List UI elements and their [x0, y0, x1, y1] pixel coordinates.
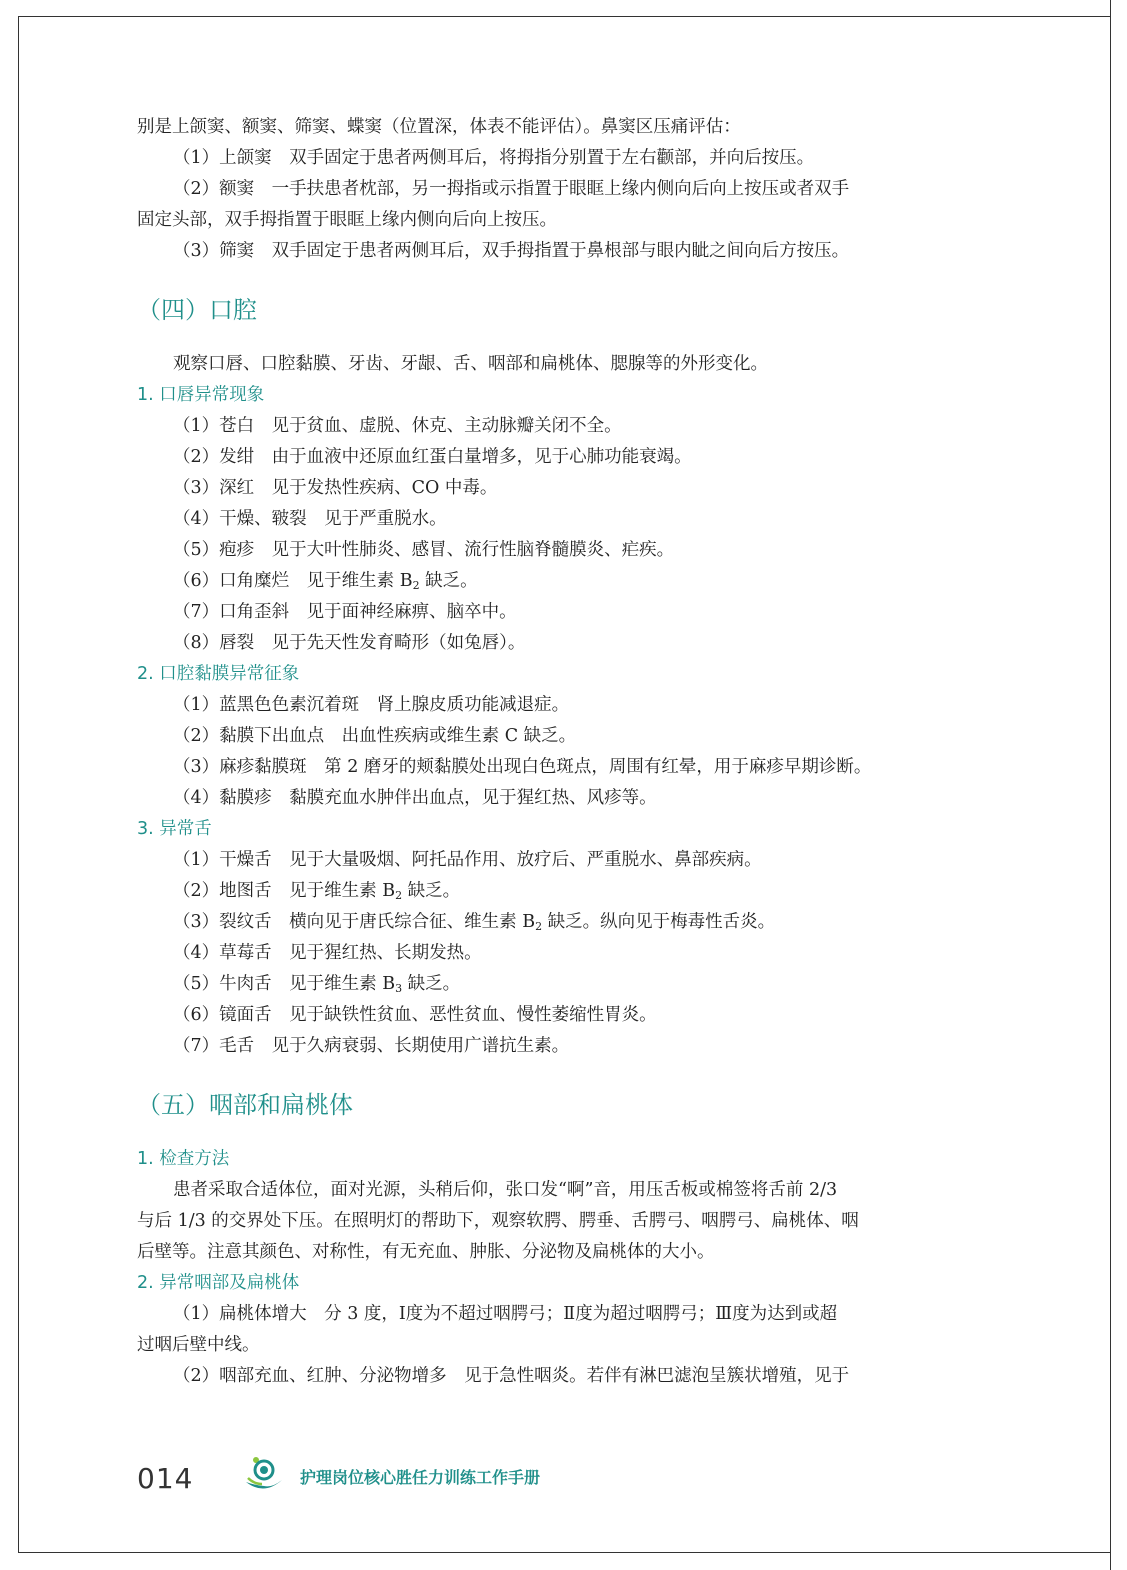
paragraph-line: 固定头部，双手拇指置于眼眶上缘内侧向后向上按压。 [137, 210, 557, 230]
paragraph-line: 别是上颌窦、额窦、筛窦、蝶窦（位置深，体表不能评估）。鼻窦区压痛评估： [137, 117, 741, 137]
list-item: （1）上颌窦 双手固定于患者两侧耳后，将拇指分别置于左右颧部，并向后按压。 [173, 148, 815, 168]
page-frame-right [1110, 0, 1111, 1570]
text: 缺乏。 [402, 974, 461, 994]
paragraph-line: 过咽后壁中线。 [137, 1335, 260, 1355]
page-frame-left [18, 16, 19, 1552]
list-item [137, 907, 987, 938]
subscript: 2 [395, 889, 403, 902]
list-item: （3）麻疹黏膜斑 第 2 磨牙的颊黏膜处出现白色斑点，周围有红晕，用于麻疹早期诊断。 [173, 757, 872, 777]
page-number: 014 [137, 1462, 194, 1495]
list-item: （1）蓝黑色色素沉着斑 肾上腺皮质功能减退症。 [173, 695, 570, 715]
section-heading: （五）咽部和扁桃体 [137, 1091, 353, 1119]
subsection-title: 2. 异常咽部及扁桃体 [137, 1273, 300, 1293]
text: 缺乏。 [419, 571, 478, 591]
list-item: （2）额窦 一手扶患者枕部，另一拇指或示指置于眼眶上缘内侧向后向上按压或者双手 [173, 179, 850, 199]
text: 缺乏。 [402, 881, 461, 901]
paragraph-line: 观察口唇、口腔黏膜、牙齿、牙龈、舌、咽部和扁桃体、腮腺等的外形变化。 [173, 354, 768, 374]
text: （3）裂纹舌 横向见于唐氏综合征、维生素 B [173, 912, 536, 932]
list-item: （1）扁桃体增大 分 3 度，Ⅰ度为不超过咽腭弓；Ⅱ度为超过咽腭弓；Ⅲ度为达到或超 [173, 1304, 838, 1324]
list-item: （6）镜面舌 见于缺铁性贫血、恶性贫血、慢性萎缩性胃炎。 [173, 1005, 657, 1025]
text: （6）口角糜烂 见于维生素 B [173, 571, 413, 591]
subscript: 3 [395, 982, 403, 995]
subscript: 2 [412, 579, 420, 592]
subscript: 2 [535, 920, 543, 933]
list-item: （4）干燥、皲裂 见于严重脱水。 [173, 509, 447, 529]
paragraph-line: 后壁等。注意其颜色、对称性，有无充血、肿胀、分泌物及扁桃体的大小。 [137, 1242, 715, 1262]
page-body [137, 112, 987, 1392]
nurse-logo-icon [242, 1452, 286, 1496]
list-item: （1）苍白 见于贫血、虚脱、休克、主动脉瓣关闭不全。 [173, 416, 622, 436]
list-item [137, 566, 987, 597]
list-item: （2）发绀 由于血液中还原血红蛋白量增多，见于心肺功能衰竭。 [173, 447, 692, 467]
page-frame-top [18, 16, 1110, 17]
list-item: （2）黏膜下出血点 出血性疾病或维生素 C 缺乏。 [173, 726, 577, 746]
paragraph-line: 与后 1/3 的交界处下压。在照明灯的帮助下，观察软腭、腭垂、舌腭弓、咽腭弓、扁桃体、咽 [137, 1211, 859, 1231]
subsection-title: 2. 口腔黏膜异常征象 [137, 664, 300, 684]
subsection-title: 3. 异常舌 [137, 819, 212, 839]
list-item: （4）草莓舌 见于猩红热、长期发热。 [173, 943, 482, 963]
list-item: （3）深红 见于发热性疾病、CO 中毒。 [173, 478, 498, 498]
list-item: （4）黏膜疹 黏膜充血水肿伴出血点，见于猩红热、风疹等。 [173, 788, 657, 808]
list-item: （2）咽部充血、红肿、分泌物增多 见于急性咽炎。若伴有淋巴滤泡呈簇状增殖，见于 [173, 1366, 850, 1386]
list-item: （3）筛窦 双手固定于患者两侧耳后，双手拇指置于鼻根部与眼内眦之间向后方按压。 [173, 241, 850, 261]
list-item: （5）疱疹 见于大叶性肺炎、感冒、流行性脑脊髓膜炎、疟疾。 [173, 540, 675, 560]
section-heading: （四）口腔 [137, 296, 257, 324]
page-frame-bottom [18, 1552, 1110, 1553]
list-item: （1）干燥舌 见于大量吸烟、阿托品作用、放疗后、严重脱水、鼻部疾病。 [173, 850, 762, 870]
subsection-title: 1. 检查方法 [137, 1149, 230, 1169]
text: （2）地图舌 见于维生素 B [173, 881, 396, 901]
paragraph-line: 患者采取合适体位，面对光源，头稍后仰，张口发“啊”音，用压舌板或棉签将舌前 2/3 [173, 1180, 838, 1200]
list-item: （8）唇裂 见于先天性发育畸形（如兔唇）。 [173, 633, 526, 653]
text: 缺乏。纵向见于梅毒性舌炎。 [542, 912, 776, 932]
list-item: （7）口角歪斜 见于面神经麻痹、脑卒中。 [173, 602, 517, 622]
list-item [137, 876, 987, 907]
text: （5）牛肉舌 见于维生素 B [173, 974, 396, 994]
subsection-title: 1. 口唇异常现象 [137, 385, 265, 405]
list-item [137, 969, 987, 1000]
list-item: （7）毛舌 见于久病衰弱、长期使用广谱抗生素。 [173, 1036, 570, 1056]
book-title: 护理岗位核心胜任力训练工作手册 [300, 1468, 541, 1487]
